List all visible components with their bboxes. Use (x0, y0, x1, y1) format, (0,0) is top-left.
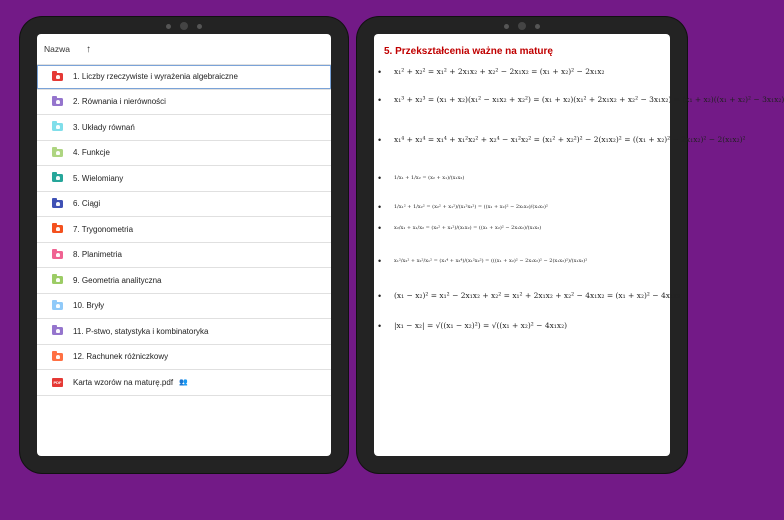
folder-row[interactable] (37, 90, 331, 116)
item-name: 10. Bryły (73, 301, 105, 311)
item-name: 9. Geometria analityczna (73, 275, 162, 285)
item-name: 3. Układy równań (73, 122, 135, 132)
left-tablet (20, 17, 348, 473)
shared-folder-icon (52, 73, 63, 81)
folder-row[interactable] (37, 268, 331, 294)
formula-item: • (x₁ − x₂)² = x₁² − 2x₁x₂ + x₂² = x₁² + 2x₁x₂ + x₂² − 4x₁x₂ = (x₁ + x₂)² − 4x₁x₂ (378, 291, 670, 301)
folder-row[interactable] (37, 141, 331, 167)
folder-row[interactable] (37, 192, 331, 218)
formula-item: • |x₁ − x₂| = √((x₁ − x₂)²) = √((x₁ + x₂)² − 4x₁x₂) (378, 321, 670, 331)
right-tablet (357, 17, 784, 473)
formula-item: • x₁⁴ + x₂⁴ = x₁⁴ + x₁²x₂² + x₂⁴ − x₁²x₂² = (x₁² + x₂²)² − 2(x₁x₂)² = ((x₁ + x₂)² − 2x₁x₂)² − 2(x₁x₂)² (378, 135, 670, 145)
item-name: 1. Liczby rzeczywiste i wyrażenia algebraiczne (73, 72, 238, 82)
formula-item: • x₁² + x₂² = x₁² + 2x₁x₂ + x₂² − 2x₁x₂ = (x₁ + x₂)² − 2x₁x₂ (378, 67, 670, 77)
camera (166, 22, 202, 30)
folder-row[interactable] (37, 319, 331, 345)
shared-folder-icon (52, 174, 63, 182)
shared-folder-icon (52, 353, 63, 361)
drive-file-list (37, 34, 331, 456)
folder-row[interactable] (37, 64, 331, 90)
folder-row[interactable] (37, 294, 331, 320)
formula-item: • 1/x₁ + 1/x₂ = (x₂ + x₁)/(x₁x₂) (378, 175, 670, 182)
item-name: 8. Planimetria (73, 250, 122, 260)
shared-folder-icon (52, 225, 63, 233)
shared-folder-icon (52, 149, 63, 157)
document-view (374, 34, 784, 456)
item-name: 2. Równania i nierówności (73, 97, 166, 107)
list-header (37, 34, 331, 64)
item-name: 7. Trygonometria (73, 224, 134, 234)
file-row[interactable] (37, 370, 331, 396)
item-name: 4. Funkcje (73, 148, 110, 158)
item-name: Karta wzorów na maturę.pdf (73, 377, 174, 387)
formula-item: • x₂/x₁ + x₁/x₂ = (x₂² + x₁²)/(x₁x₂) = ((x₁ + x₂)² − 2x₁x₂)/(x₁x₂) (378, 225, 670, 232)
formula-list (374, 67, 784, 331)
document-title: 5. Przekształcenia ważne na maturę (384, 46, 553, 57)
shared-folder-icon (52, 200, 63, 208)
item-name: 12. Rachunek różniczkowy (73, 352, 169, 362)
camera (504, 22, 540, 30)
formula-item: • x₁²/x₂² + x₂²/x₁² = (x₁⁴ + x₂⁴)/(x₁²x₂²) = (((x₁ + x₂)² − 2x₁x₂)² − 2(x₁x₂)²)/(x₁x₂)² (378, 258, 670, 265)
item-name: 5. Wielomiany (73, 173, 124, 183)
shared-folder-icon (52, 98, 63, 106)
shared-folder-icon (52, 123, 63, 131)
arrow-up-icon[interactable]: ↑ (85, 43, 91, 55)
folder-row[interactable] (37, 217, 331, 243)
item-name: 11. P-stwo, statystyka i kombinatoryka (73, 326, 209, 336)
folder-row[interactable] (37, 243, 331, 269)
folder-row[interactable] (37, 166, 331, 192)
formula-item: • x₁³ + x₂³ = (x₁ + x₂)(x₁² − x₁x₂ + x₂²) = (x₁ + x₂)(x₁² + 2x₁x₂ + x₂² − 3x₁x₂) = (x₁ + x₂)((x₁ + x₂)² − 3x₁x₂) (378, 95, 670, 105)
shared-folder-icon (52, 327, 63, 335)
item-name: 6. Ciągi (73, 199, 101, 209)
shared-people-icon: 👥 (179, 379, 188, 387)
shared-folder-icon (52, 276, 63, 284)
pdf-icon: PDF (53, 379, 62, 385)
shared-folder-icon (52, 251, 63, 259)
formula-item: • 1/x₁² + 1/x₂² = (x₂² + x₁²)/(x₁²x₂²) = ((x₁ + x₂)² − 2x₁x₂)/(x₁x₂)² (378, 204, 670, 211)
folder-row[interactable] (37, 115, 331, 141)
shared-folder-icon (52, 302, 63, 310)
name-column-header[interactable]: Nazwa (44, 44, 70, 54)
folder-row[interactable] (37, 345, 331, 371)
